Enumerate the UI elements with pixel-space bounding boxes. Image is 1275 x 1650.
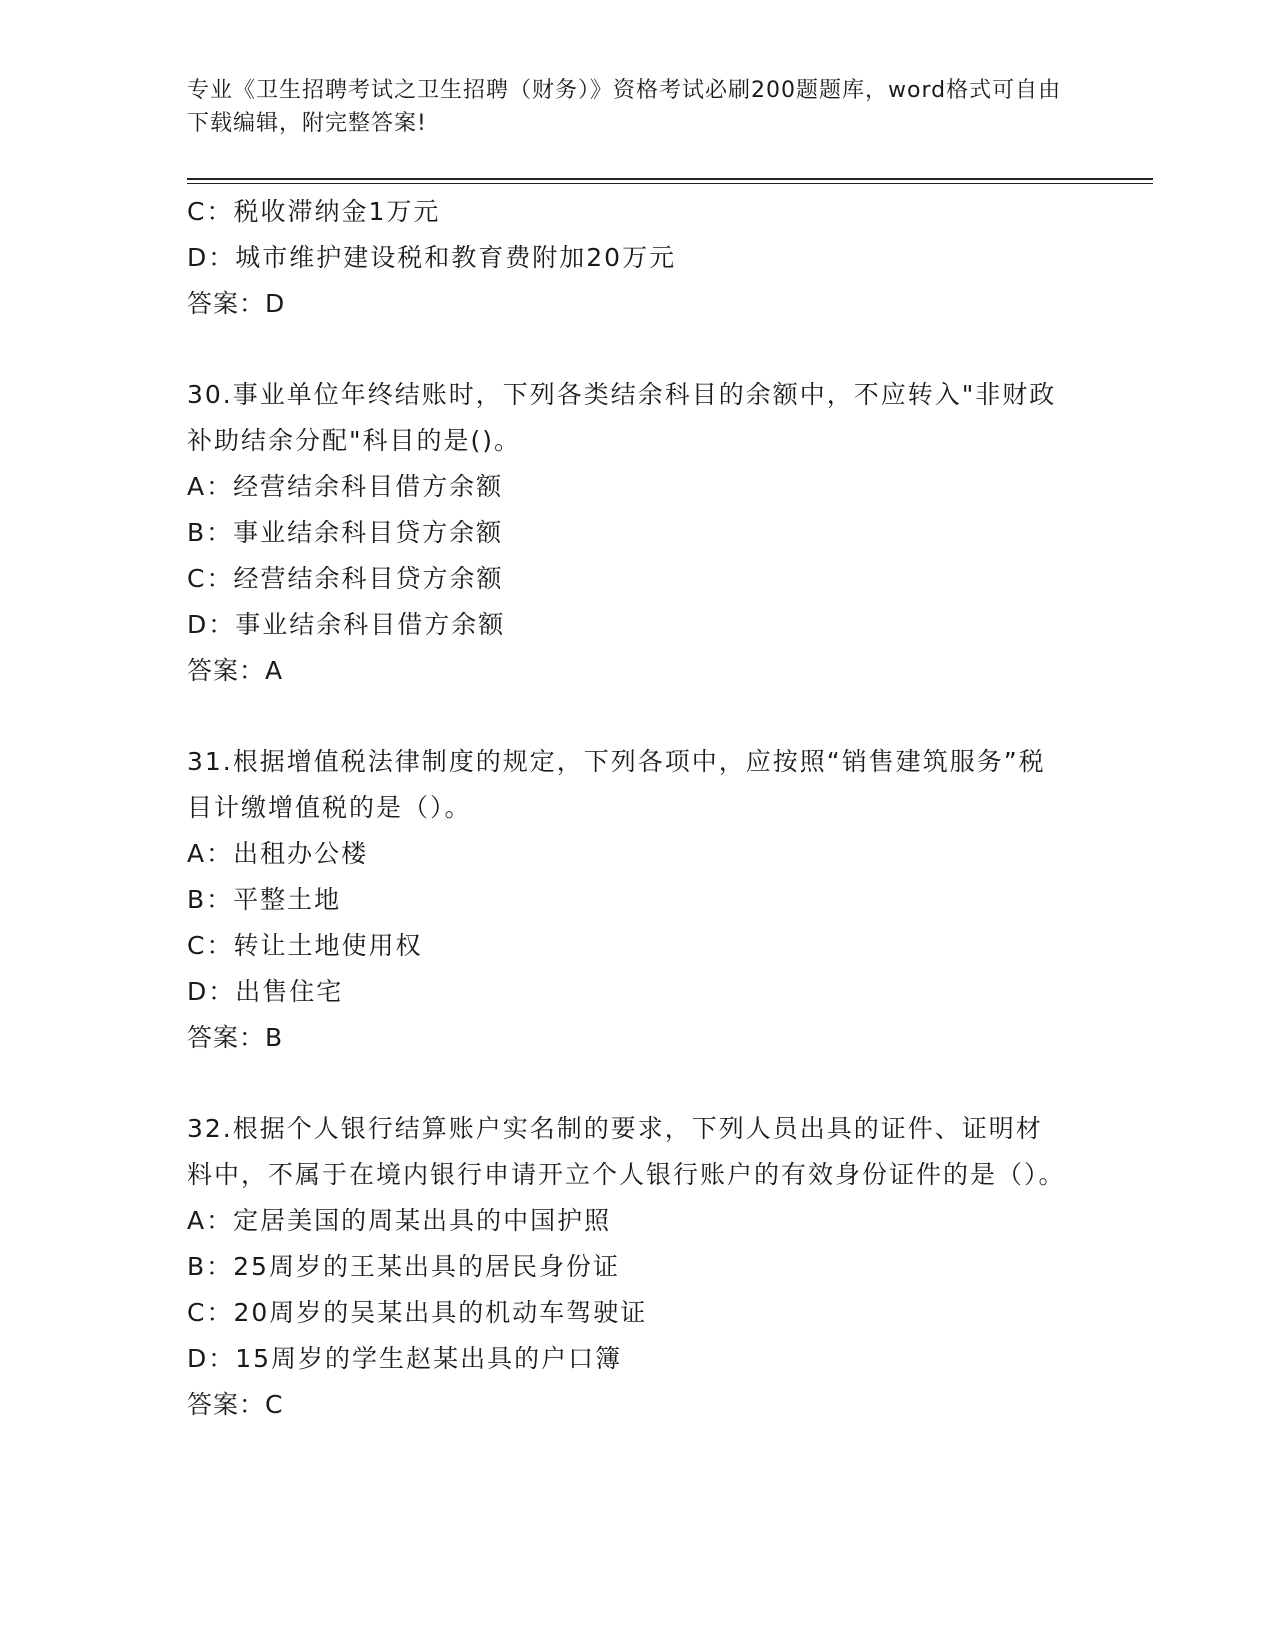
document-header: 专业《卫生招聘考试之卫生招聘（财务）》资格考试必刷200题题库，word格式可自由下载编辑，附完整答案! <box>187 78 1062 136</box>
header-rule-thin <box>187 183 1153 184</box>
option-d: D：15周岁的学生赵某出具的户口簿 <box>187 1344 623 1373</box>
option-c: C：20周岁的吴某出具的机动车驾驶证 <box>187 1298 648 1327</box>
question-31 <box>187 739 1087 1061</box>
answer: 答案：A <box>187 656 284 685</box>
option-d: D：事业结余科目借方余额 <box>187 610 506 639</box>
option-a: A：定居美国的周某出具的中国护照 <box>187 1206 612 1235</box>
answer: 答案：B <box>187 1023 284 1052</box>
option-b: B：25周岁的王某出具的居民身份证 <box>187 1252 620 1281</box>
option-b: B：平整土地 <box>187 885 342 914</box>
question-content <box>187 189 1087 1428</box>
option-d: D：城市维护建设税和教育费附加20万元 <box>187 243 677 272</box>
option-b: B：事业结余科目贷方余额 <box>187 518 504 547</box>
question-32 <box>187 1106 1087 1428</box>
option-c: C：转让土地使用权 <box>187 931 423 960</box>
answer: 答案：D <box>187 289 286 318</box>
option-d: D：出售住宅 <box>187 977 344 1006</box>
answer: 答案：C <box>187 1390 284 1419</box>
question-30 <box>187 372 1087 694</box>
question-29-continued <box>187 189 1087 327</box>
option-a: A：经营结余科目借方余额 <box>187 472 504 501</box>
option-c: C：经营结余科目贷方余额 <box>187 564 504 593</box>
question-stem: 30.事业单位年终结账时，下列各类结余科目的余额中，不应转入"非财政补助结余分配"科目的是()。 <box>187 380 1057 455</box>
option-a: A：出租办公楼 <box>187 839 369 868</box>
header-rule-thick <box>187 178 1153 180</box>
question-stem: 31.根据增值税法律制度的规定，下列各项中，应按照“销售建筑服务”税目计缴增值税的是（）。 <box>187 747 1046 822</box>
option-c: C：税收滞纳金1万元 <box>187 197 441 226</box>
question-stem: 32.根据个人银行结算账户实名制的要求，下列人员出具的证件、证明材料中，不属于在境内银行申请开立个人银行账户的有效身份证件的是（）。 <box>187 1114 1066 1189</box>
